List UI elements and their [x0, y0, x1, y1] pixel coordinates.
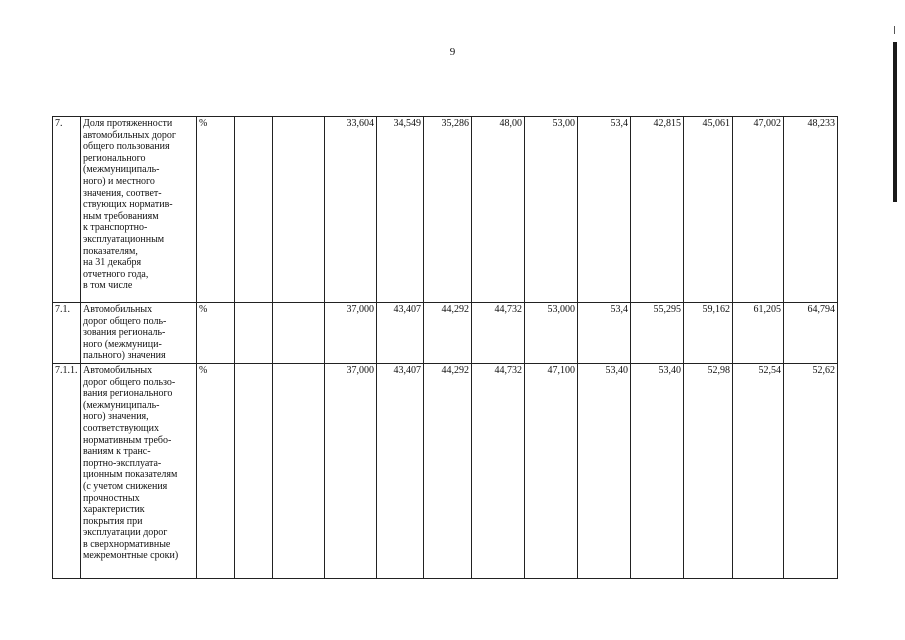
row-number-cell: 7.1.	[53, 303, 81, 364]
indicator-name-line: эксплуатации дорог	[83, 527, 168, 539]
value-cell: 42,815	[631, 117, 684, 303]
value-cell: 43,407	[377, 303, 424, 364]
indicator-name-line: значения, соответ-	[83, 187, 162, 199]
value-cell: 59,162	[684, 303, 733, 364]
indicator-name-line: в том числе	[83, 280, 133, 292]
value-cell: 37,000	[325, 303, 377, 364]
row-number-cell: 7.1.1.	[53, 363, 81, 578]
value-cell: 53,40	[578, 363, 631, 578]
empty-cell	[273, 303, 325, 364]
table-body	[53, 117, 838, 579]
indicator-name-cell	[81, 363, 197, 578]
table-row	[53, 303, 838, 364]
unit-cell: %	[197, 363, 235, 578]
indicator-name-line: дорог общего поль-	[83, 315, 167, 327]
empty-cell	[235, 117, 273, 303]
indicator-name-line: к транспортно-	[83, 222, 148, 234]
indicator-name-line: регионального	[83, 152, 146, 164]
indicator-name-line: ного) значения,	[83, 411, 149, 423]
empty-cell	[273, 117, 325, 303]
indicator-name-line: вания регионального	[83, 388, 173, 400]
value-cell: 34,549	[377, 117, 424, 303]
indicator-name-line: покрытия при	[83, 515, 143, 527]
value-cell: 53,00	[525, 117, 578, 303]
indicator-name-line: автомобильных дорог	[83, 129, 177, 141]
value-cell: 43,407	[377, 363, 424, 578]
value-cell: 44,292	[424, 303, 472, 364]
scan-edge-bar	[893, 42, 897, 202]
value-cell: 35,286	[424, 117, 472, 303]
indicator-name-line: на 31 декабря	[83, 257, 142, 269]
value-cell: 53,4	[578, 117, 631, 303]
value-cell: 55,295	[631, 303, 684, 364]
indicator-name-line: характеристик	[83, 504, 145, 516]
indicator-name-line: (межмуниципаль-	[83, 399, 160, 411]
indicator-name-line: ным требованиям	[83, 210, 159, 222]
value-cell: 48,00	[472, 117, 525, 303]
value-cell: 47,002	[733, 117, 784, 303]
indicator-name-line: ционным показателям	[83, 469, 178, 481]
indicator-name-line: зования региональ-	[83, 327, 166, 339]
value-cell: 48,233	[784, 117, 838, 303]
indicator-name-line: прочностных	[83, 492, 140, 504]
scan-mark	[894, 26, 895, 34]
value-cell: 52,62	[784, 363, 838, 578]
value-cell: 44,732	[472, 363, 525, 578]
indicator-name-line: соответствующих	[83, 422, 159, 434]
indicator-name-line: ного (межмуници-	[83, 338, 162, 350]
value-cell: 44,292	[424, 363, 472, 578]
row-number-cell: 7.	[53, 117, 81, 303]
indicator-name-line: отчетного года,	[83, 268, 149, 280]
indicator-name-line: показателям,	[83, 245, 138, 257]
page-number: 9	[449, 46, 456, 58]
unit-cell: %	[197, 117, 235, 303]
indicator-name-line: дорог общего пользо-	[83, 376, 176, 388]
indicator-name-line: Доля протяженности	[83, 118, 173, 129]
value-cell: 44,732	[472, 303, 525, 364]
value-cell: 53,40	[631, 363, 684, 578]
indicator-table	[52, 116, 838, 579]
empty-cell	[235, 303, 273, 364]
table-row	[53, 363, 838, 578]
indicator-name-line: ствующих норматив-	[83, 199, 173, 211]
indicator-name-line: в сверхнормативные	[83, 538, 171, 550]
indicator-name-line: Автомобильных	[83, 364, 153, 376]
value-cell: 45,061	[684, 117, 733, 303]
value-cell: 52,98	[684, 363, 733, 578]
indicator-name-line: общего пользования	[83, 141, 170, 153]
indicator-name-cell	[81, 117, 197, 303]
unit-cell: %	[197, 303, 235, 364]
indicator-name-line: портно-эксплуата-	[83, 457, 162, 469]
indicator-name-line: (с учетом снижения	[83, 480, 168, 492]
table-row	[53, 117, 838, 303]
indicator-name-line: нормативным требо-	[83, 434, 172, 446]
value-cell: 64,794	[784, 303, 838, 364]
empty-cell	[273, 363, 325, 578]
indicator-name-line: Автомобильных	[83, 304, 153, 315]
value-cell: 37,000	[325, 363, 377, 578]
value-cell: 33,604	[325, 117, 377, 303]
value-cell: 47,100	[525, 363, 578, 578]
value-cell: 53,4	[578, 303, 631, 364]
indicator-name-line: пального) значения	[83, 350, 166, 362]
indicator-name-line: (межмуниципаль-	[83, 164, 160, 176]
indicator-name-cell	[81, 303, 197, 364]
empty-cell	[235, 363, 273, 578]
indicator-name-line: ваниям к транс-	[83, 446, 151, 458]
indicator-name-line: эксплуатационным	[83, 233, 165, 245]
value-cell: 61,205	[733, 303, 784, 364]
indicator-name-line: ного) и местного	[83, 175, 155, 187]
value-cell: 53,000	[525, 303, 578, 364]
indicator-name-line: межремонтные сроки)	[83, 550, 179, 562]
value-cell: 52,54	[733, 363, 784, 578]
